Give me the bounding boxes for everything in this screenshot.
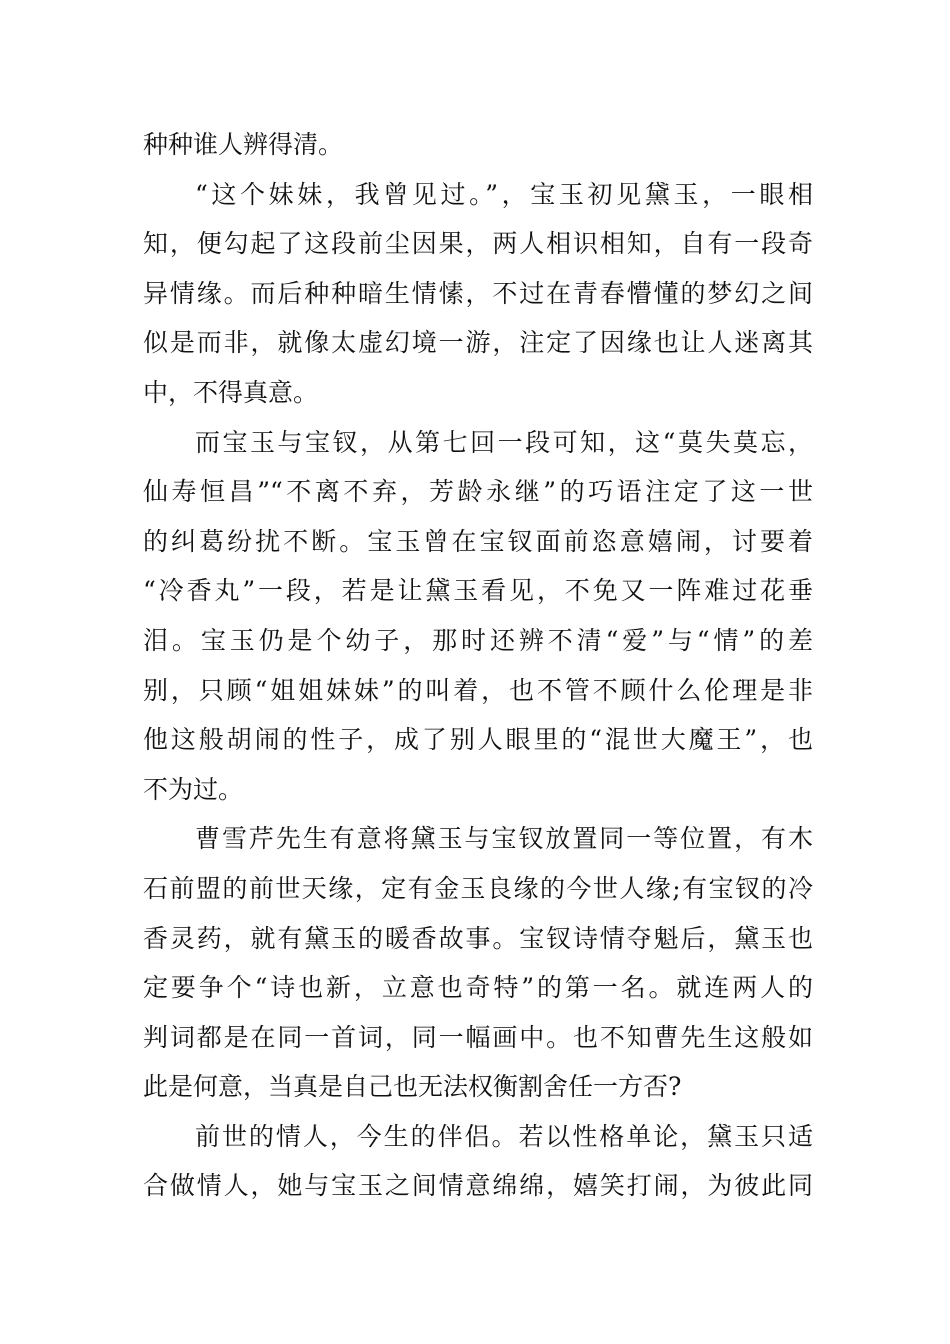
paragraph-start-line: 前世的情人，今生的伴侣。若以性格单论，黛玉只适 [195,1121,813,1151]
text-line: 不为过。 [143,774,244,804]
text-line: 泪。宝玉仍是个幼子，那时还辨不清“爱”与“情”的差 [143,625,813,655]
text-line: 仙寿恒昌”“不离不弃，芳龄永继”的巧语注定了这一世 [143,477,813,507]
text-line: 判词都是在同一首词，同一幅画中。也不知曹先生这般如 [143,1022,813,1052]
text-line: 知，便勾起了这段前尘因果，两人相识相知，自有一段奇 [143,229,813,259]
text-line: 香灵药，就有黛玉的暖香故事。宝钗诗情夺魁后，黛玉也 [143,923,813,953]
text-line: 石前盟的前世天缘，定有金玉良缘的今世人缘;有宝钗的冷 [143,873,813,903]
paragraph-start-line: 而宝玉与宝钗，从第七回一段可知，这“莫失莫忘， [195,427,813,457]
paragraph-start-line: “这个妹妹，我曾见过。”，宝玉初见黛玉，一眼相 [195,179,813,209]
body-text [143,120,813,1211]
text-line: 他这般胡闹的性子，成了别人眼里的“混世大魔王”，也 [143,725,813,755]
text-line: 种种谁人辨得清。 [143,130,344,159]
text-line: 别，只顾“姐姐妹妹”的叫着，也不管不顾什么伦理是非 [143,675,813,705]
text-line: 中，不得真意。 [143,377,319,407]
text-line: 此是何意，当真是自己也无法权衡割舍任一方否? [143,1072,682,1102]
text-line: 的纠葛纷扰不断。宝玉曾在宝钗面前恣意嬉闹，讨要着 [143,526,813,556]
paragraph-start-line: 曹雪芹先生有意将黛玉与宝钗放置同一等位置，有木 [195,824,813,854]
text-line: 定要争个“诗也新，立意也奇特”的第一名。就连两人的 [143,973,813,1003]
text-line: 异情缘。而后种种暗生情愫，不过在青春懵懂的梦幻之间 [143,278,813,308]
text-line: 合做情人，她与宝玉之间情意绵绵，嬉笑打闹，为彼此同 [143,1171,813,1201]
text-line: 似是而非，就像太虚幻境一游，注定了因缘也让人迷离其 [143,328,813,358]
text-line: “冷香丸”一段，若是让黛玉看见，不免又一阵难过花垂 [143,576,813,606]
